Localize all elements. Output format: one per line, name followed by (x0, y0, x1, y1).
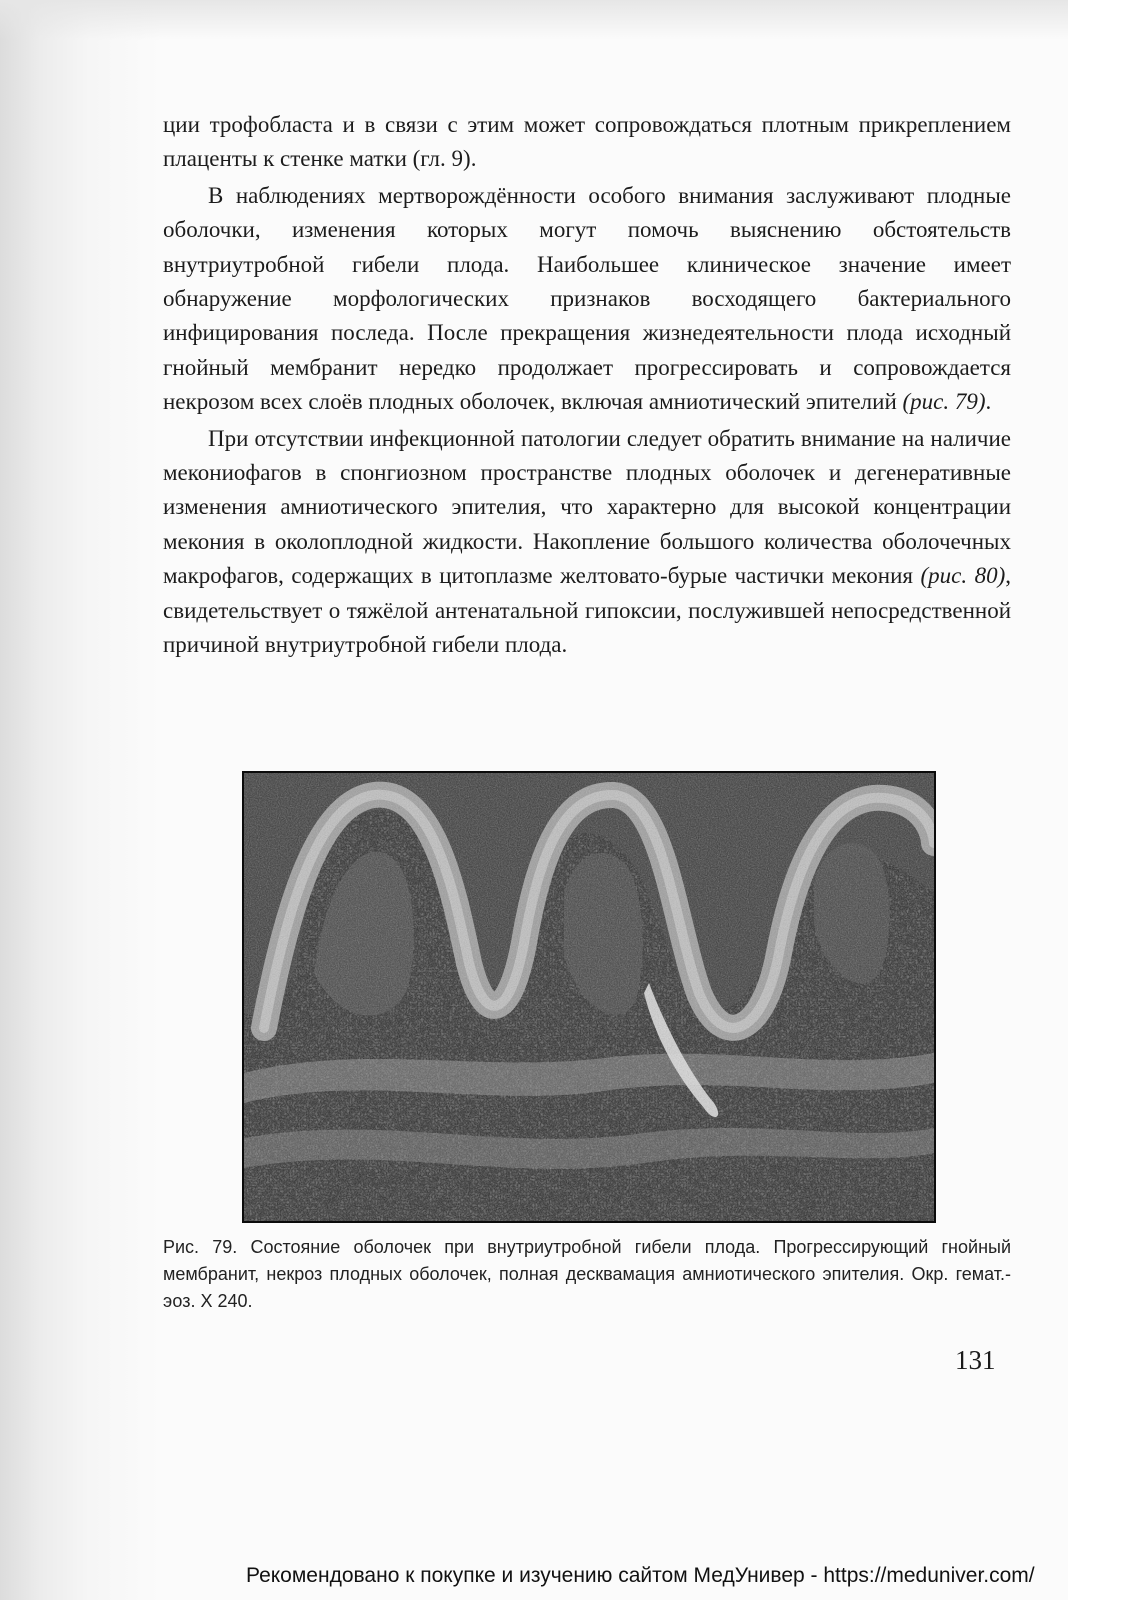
figure-caption: Рис. 79. Состояние оболочек при внутриутробной гибели плода. Прогрессирующий гнойный мембранит, некроз плодных оболочек, полная десквамация амниотического эпителия. Окр. гемат.-эоз. Х 240. (163, 1237, 1011, 1311)
page-number: 131 (955, 1345, 996, 1375)
paragraph-2-tail: . (985, 389, 992, 415)
paragraph-3 (163, 422, 1011, 663)
body-text (163, 108, 1011, 663)
histology-micrograph (242, 771, 936, 1223)
paragraph-3-tail: , свидетельствует о тяжёлой антенатальной гипоксии, послужившей непосредственной причиной внутриутробной гибели плода. (163, 563, 1011, 658)
page-top-shadow (0, 0, 1068, 40)
figure-reference-79: (рис. 79) (902, 389, 986, 415)
footer-recommendation: Рекомендовано к покупке и изучению сайтом МедУнивер - https://meduniver.com/ (246, 1564, 1035, 1587)
paragraph-2 (163, 179, 1011, 420)
paragraph-2-text: В наблюдениях мертворождённости особого внимания заслуживают плодные оболочки, изменения которых могут помочь выяснению обстоятельств внутриутробной гибели плода. Наибольшее клиническое значение имеет обнаружение морфологических признаков восходящего бактериального инфицирования последа. После прекращения жизнедеятельности плода исходный гнойный мембранит нередко продолжает прогрессировать и сопровождается некрозом всех слоёв плодных оболочек, включая амниотический эпителий (163, 182, 1011, 415)
figure-reference-80: (рис. 80) (920, 563, 1006, 589)
paragraph-3-text: При отсутствии инфекционной патологии следует обратить внимание на наличие мекониофагов в спонгиозном пространстве плодных оболочек и дегенеративные изменения амниотического эпителия, что характерно для высокой концентрации мекония в околоплодной жидкости. Накопление большого количества оболочечных макрофагов, содержащих в цитоплазме желтовато-бурые частички мекония (163, 425, 1011, 589)
paragraph-1 (163, 108, 1011, 177)
micrograph-illustration (244, 773, 934, 1221)
right-margin (1068, 0, 1132, 1600)
paragraph-1-text: ции трофобласта и в связи с этим может сопровождаться плотным прикреплением плаценты к стенке матки (гл. 9). (163, 112, 1011, 172)
